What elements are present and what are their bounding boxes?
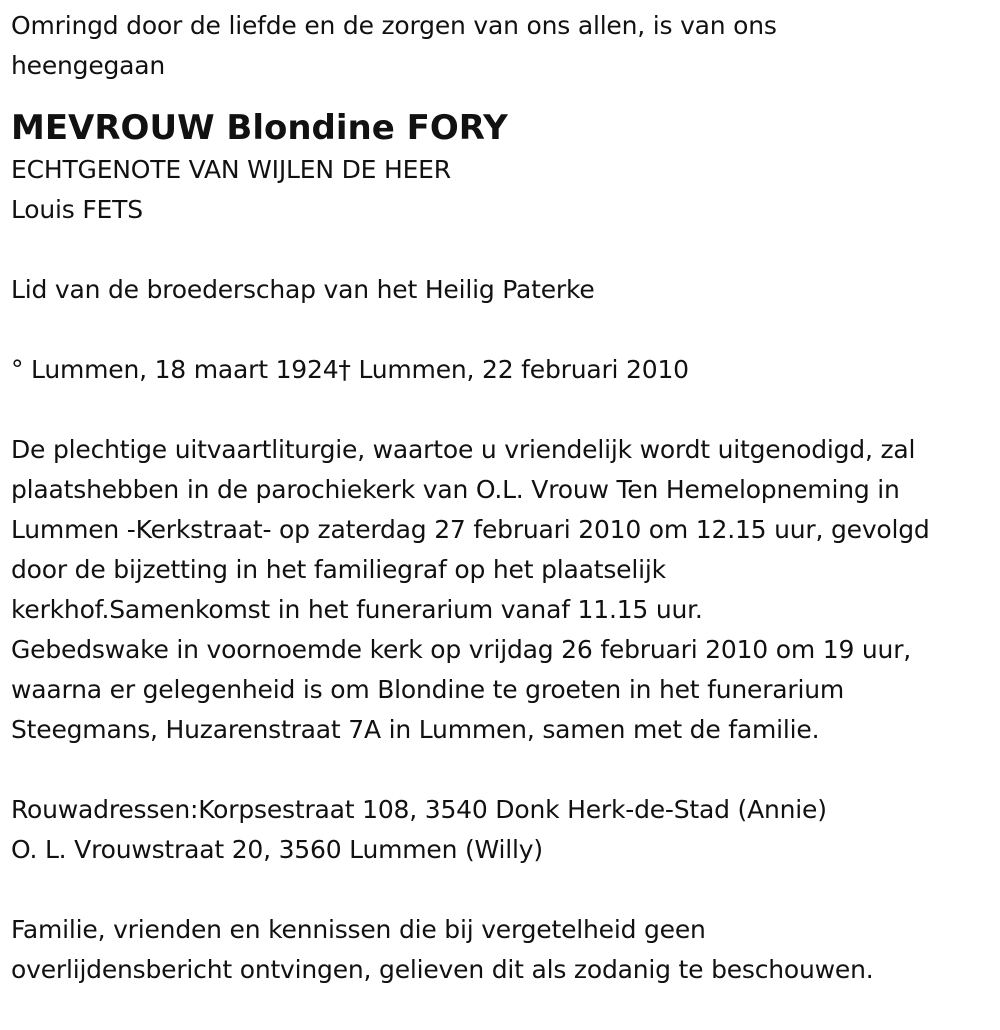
ceremony-line: waarna er gelegenheid is om Blondine te groeten in het funerarium	[11, 675, 845, 704]
intro-line-1: Omringd door de liefde en de zorgen van ons allen, is van ons	[11, 11, 777, 40]
spacer	[11, 230, 1000, 270]
closing-line: overlijdensbericht ontvingen, gelieven dit als zodanig te beschouwen.	[11, 955, 874, 984]
spacer	[11, 310, 1000, 350]
spouse-line-2: Louis FETS	[11, 195, 143, 224]
membership: Lid van de broederschap van het Heilig Paterke	[11, 275, 595, 304]
ceremony-line: De plechtige uitvaartliturgie, waartoe u vriendelijk wordt uitgenodigd, zal	[11, 435, 916, 464]
closing-line: Familie, vrienden en kennissen die bij vergetelheid geen	[11, 915, 706, 944]
ceremony-line: Steegmans, Huzarenstraat 7A in Lummen, samen met de familie.	[11, 715, 820, 744]
spacer	[11, 750, 1000, 790]
birth-death-dates: ° Lummen, 18 maart 1924† Lummen, 22 februari 2010	[11, 355, 689, 384]
spouse-line-1: ECHTGENOTE VAN WIJLEN DE HEER	[11, 155, 451, 184]
intro-line-2: heengegaan	[11, 51, 166, 80]
ceremony-line: Lummen -Kerkstraat- op zaterdag 27 februari 2010 om 12.15 uur, gevolgd	[11, 515, 930, 544]
ceremony-line: door de bijzetting in het familiegraf op het plaatselijk	[11, 555, 666, 584]
ceremony-line: plaatshebben in de parochiekerk van O.L. Vrouw Ten Hemelopneming in	[11, 475, 900, 504]
deceased-name: MEVROUW Blondine FORY	[11, 108, 508, 148]
address-line: O. L. Vrouwstraat 20, 3560 Lummen (Willy)	[11, 835, 543, 864]
spacer	[11, 390, 1000, 430]
spacer	[11, 870, 1000, 910]
ceremony-line: Gebedswake in voornoemde kerk op vrijdag 26 februari 2010 om 19 uur,	[11, 635, 912, 664]
ceremony-line: kerkhof.Samenkomst in het funerarium vanaf 11.15 uur.	[11, 595, 703, 624]
address-line: Rouwadressen:Korpsestraat 108, 3540 Donk Herk-de-Stad (Annie)	[11, 795, 827, 824]
